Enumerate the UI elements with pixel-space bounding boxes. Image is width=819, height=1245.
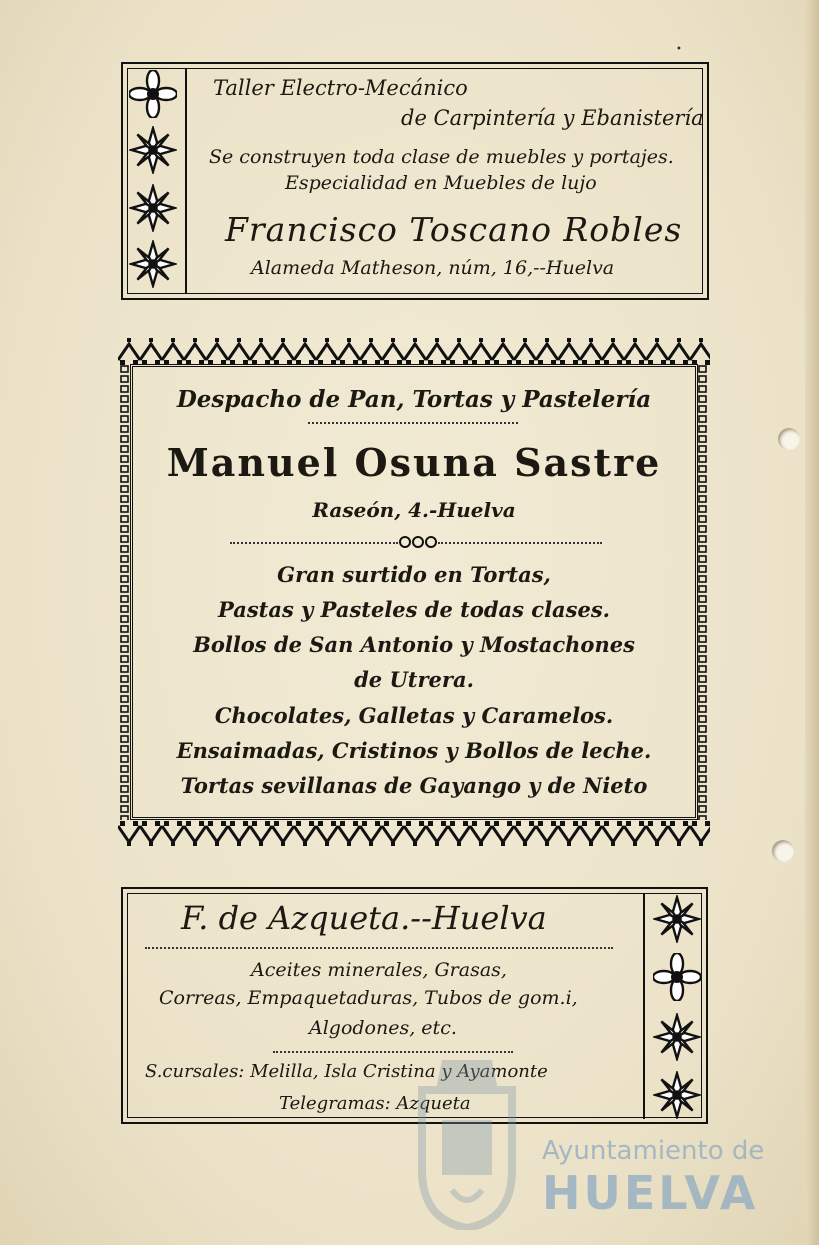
telegrams-line: Telegramas: Azqueta bbox=[279, 1093, 471, 1114]
flower-icon bbox=[653, 953, 701, 1001]
flower-icon bbox=[129, 240, 177, 288]
products-line-2: Correas, Empaquetaduras, Tubos de gom.i, bbox=[159, 987, 578, 1009]
workshop-service: Se construyen toda clase de muebles y portajes. bbox=[209, 146, 674, 168]
bakery-heading: Despacho de Pan, Tortas y Pastelería bbox=[176, 386, 652, 413]
bakery-address: Raseón, 4.-Huelva bbox=[312, 498, 516, 522]
ornament-rings bbox=[398, 535, 438, 549]
workshop-name: Taller Electro-Mecánico bbox=[213, 76, 468, 100]
flower-icon bbox=[653, 1013, 701, 1061]
product-line: Pastas y Pasteles de todas clases. bbox=[218, 597, 610, 622]
product-line: Gran surtido en Tortas, bbox=[277, 562, 551, 587]
flower-icon bbox=[129, 126, 177, 174]
paper-edge bbox=[805, 0, 819, 1245]
zigzag-border-bottom bbox=[118, 820, 710, 848]
workshop-trade: de Carpintería y Ebanistería bbox=[401, 106, 704, 130]
zigzag-border-top bbox=[118, 336, 710, 366]
flower-column bbox=[651, 895, 703, 1119]
watermark-line-1: Ayuntamiento de bbox=[542, 1136, 765, 1166]
products-line-3: Algodones, etc. bbox=[309, 1017, 457, 1039]
carpentry-advertisement bbox=[121, 62, 709, 300]
column-divider bbox=[185, 68, 187, 294]
product-line: Tortas sevillanas de Gayango y de Nieto bbox=[180, 773, 648, 798]
branches-line: S.cursales: Melilla, Isla Cristina y Ayamonte bbox=[145, 1061, 548, 1082]
city-shield-watermark bbox=[412, 1050, 522, 1230]
workshop-address: Alameda Matheson, núm, 16,--Huelva bbox=[251, 257, 615, 279]
punch-hole-bottom bbox=[772, 840, 794, 862]
company-title: F. de Azqueta.--Huelva bbox=[181, 899, 547, 937]
divider-dotted bbox=[308, 422, 518, 424]
flower-icon bbox=[653, 1071, 701, 1119]
owner-name: Francisco Toscano Robles bbox=[225, 210, 683, 249]
flower-icon bbox=[653, 895, 701, 943]
product-line: de Utrera. bbox=[354, 667, 474, 692]
product-line: Chocolates, Galletas y Caramelos. bbox=[214, 703, 614, 728]
divider-dotted bbox=[230, 542, 398, 544]
flower-icon bbox=[129, 184, 177, 232]
products-line-1: Aceites minerales, Grasas, bbox=[251, 959, 507, 981]
product-line: Ensaimadas, Cristinos y Bollos de leche. bbox=[176, 738, 652, 763]
workshop-specialty: Especialidad en Muebles de lujo bbox=[285, 172, 597, 194]
flower-column bbox=[127, 70, 179, 290]
punch-hole-top bbox=[778, 428, 800, 450]
divider-dotted bbox=[145, 947, 613, 949]
watermark-line-2: HUELVA bbox=[542, 1166, 759, 1220]
product-line: Bollos de San Antonio y Mostachones bbox=[193, 632, 635, 657]
bakery-owner: Manuel Osuna Sastre bbox=[166, 440, 662, 485]
column-divider bbox=[643, 893, 645, 1119]
flower-icon bbox=[129, 70, 177, 118]
bakery-advertisement bbox=[118, 336, 710, 848]
speck-mark: • bbox=[676, 44, 682, 55]
divider-dotted bbox=[438, 542, 602, 544]
